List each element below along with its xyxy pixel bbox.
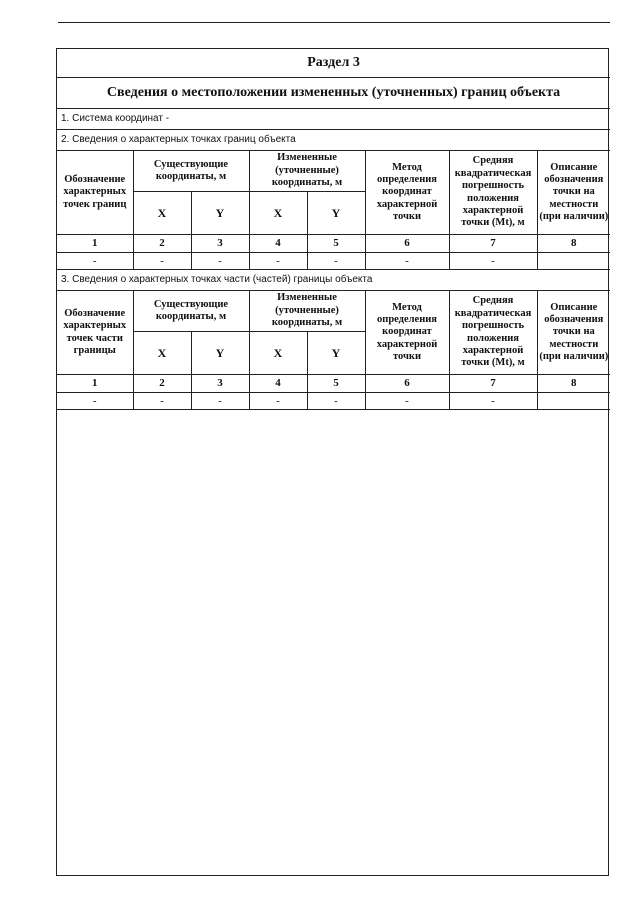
table2-num-cell: 7 — [449, 375, 537, 393]
table1-num-cell: 3 — [191, 235, 249, 253]
table2-num-cell: 6 — [365, 375, 449, 393]
table2-header-row — [57, 291, 610, 332]
table1-changed-x: X — [249, 192, 307, 235]
table2-data-row — [57, 393, 610, 410]
top-rule — [58, 22, 610, 23]
table2-col-error: Средняя квадратическая погрешность положения характерной точки (Mt), м — [449, 291, 537, 375]
table1-num-cell: 6 — [365, 235, 449, 253]
document-frame — [56, 48, 609, 876]
table2-existing-x: X — [133, 332, 191, 375]
table2-num-cell: 5 — [307, 375, 365, 393]
table1-value-cell: - — [449, 253, 537, 270]
table1-num-cell: 8 — [537, 235, 610, 253]
table2-heading: 3. Сведения о характерных точках части (частей) границы объекта — [57, 270, 610, 291]
table1-col-error: Средняя квадратическая погрешность положения характерной точки (Mt), м — [449, 151, 537, 235]
table1-num-cell: 5 — [307, 235, 365, 253]
table2-value-cell: - — [57, 393, 133, 410]
table2-changed-x: X — [249, 332, 307, 375]
table1-number-row — [57, 235, 610, 253]
table2-value-cell: - — [191, 393, 249, 410]
table1-value-cell: - — [191, 253, 249, 270]
table2-number-row — [57, 375, 610, 393]
table2-heading-row — [57, 270, 610, 291]
table2-col-designation: Обозначение характерных точек части границы — [57, 291, 133, 375]
table2-col-description: Описание обозначения точки на местности (при наличии) — [537, 291, 610, 375]
table1-header-row — [57, 151, 610, 192]
section-title-row — [57, 49, 610, 78]
table2-value-cell: - — [365, 393, 449, 410]
table1-value-cell: - — [365, 253, 449, 270]
table2-col-method: Метод определения координат характерной точки — [365, 291, 449, 375]
table1-col-method: Метод определения координат характерной точки — [365, 151, 449, 235]
table1-col-existing: Существующие координаты, м — [133, 151, 249, 192]
table1-value-cell: - — [249, 253, 307, 270]
table1-value-cell — [537, 253, 610, 270]
section-title: Раздел 3 — [57, 49, 610, 78]
table2-value-cell: - — [133, 393, 191, 410]
table1-num-cell: 1 — [57, 235, 133, 253]
table2-value-cell: - — [449, 393, 537, 410]
table1-changed-y: Y — [307, 192, 365, 235]
table1-existing-y: Y — [191, 192, 249, 235]
table1-col-designation: Обозначение характерных точек границ — [57, 151, 133, 235]
table1-num-cell: 7 — [449, 235, 537, 253]
table2-value-cell: - — [249, 393, 307, 410]
table2-num-cell: 3 — [191, 375, 249, 393]
table1-col-description: Описание обозначения точки на местности (при наличии) — [537, 151, 610, 235]
table2-existing-y: Y — [191, 332, 249, 375]
table2-value-cell — [537, 393, 610, 410]
table1-value-cell: - — [57, 253, 133, 270]
table1-num-cell: 4 — [249, 235, 307, 253]
coord-system-label: 1. Система координат - — [57, 109, 610, 130]
table1-existing-x: X — [133, 192, 191, 235]
coord-system-row — [57, 109, 610, 130]
table2-num-cell: 1 — [57, 375, 133, 393]
table1-col-changed: Измененные (уточненные) координаты, м — [249, 151, 365, 192]
table1-value-cell: - — [307, 253, 365, 270]
table2-num-cell: 8 — [537, 375, 610, 393]
table1-value-cell: - — [133, 253, 191, 270]
section-table — [57, 49, 610, 410]
table1-heading-row — [57, 130, 610, 151]
table1-data-row — [57, 253, 610, 270]
table1-heading: 2. Сведения о характерных точках границ объекта — [57, 130, 610, 151]
table2-col-existing: Существующие координаты, м — [133, 291, 249, 332]
table2-value-cell: - — [307, 393, 365, 410]
table2-num-cell: 2 — [133, 375, 191, 393]
table1-num-cell: 2 — [133, 235, 191, 253]
section-subtitle: Сведения о местоположении измененных (уточненных) границ объекта — [57, 78, 610, 109]
table2-col-changed: Измененные (уточненные) координаты, м — [249, 291, 365, 332]
table2-num-cell: 4 — [249, 375, 307, 393]
section-subtitle-row — [57, 78, 610, 109]
table2-changed-y: Y — [307, 332, 365, 375]
